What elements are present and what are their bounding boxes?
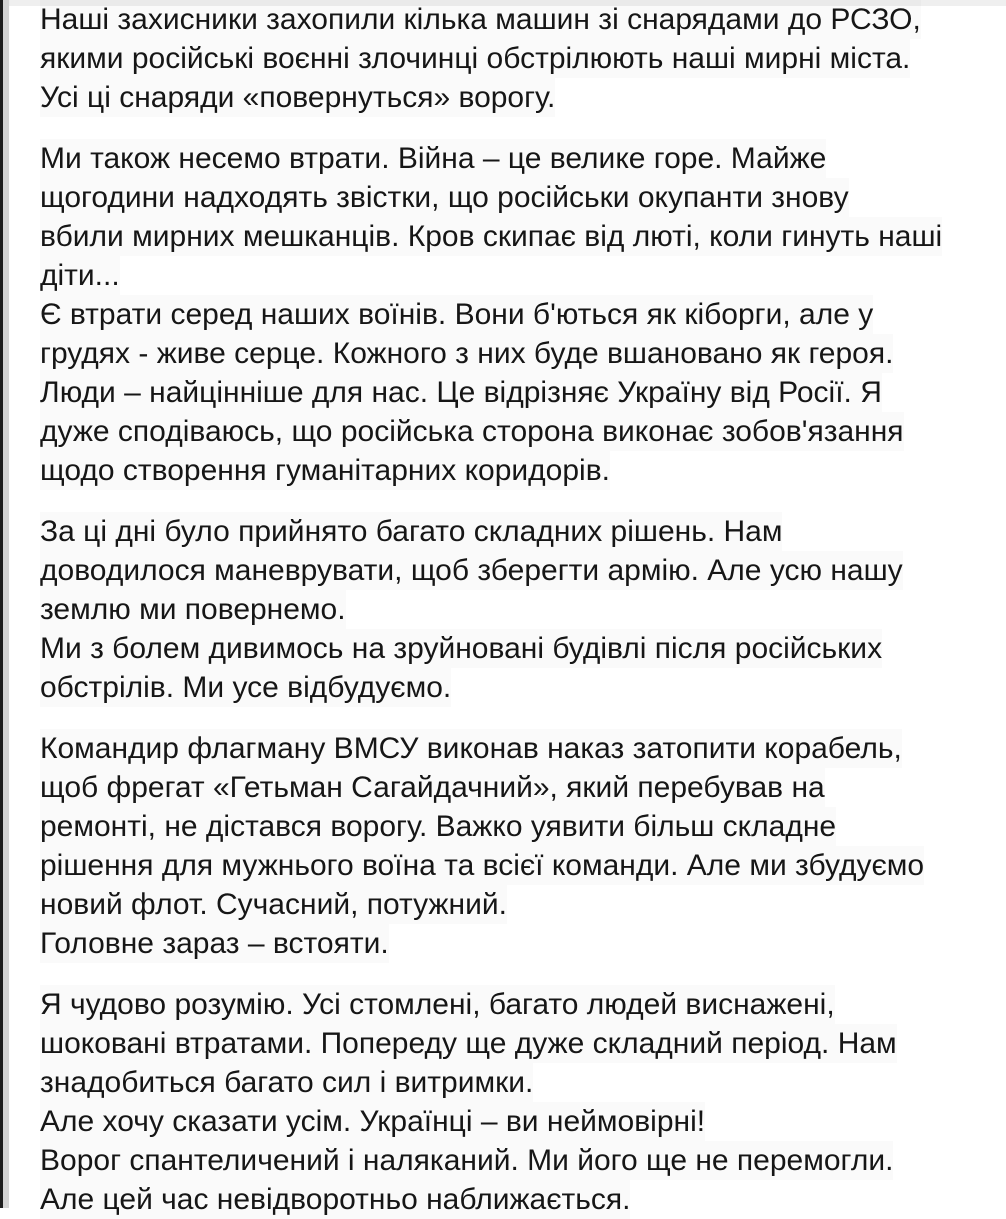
text-line: Ворог спантеличений і наляканий. Ми його ще не перемогли.: [40, 1144, 894, 1177]
text-line: доводилося маневрувати, щоб зберегти армію. Але усю нашу: [40, 554, 903, 587]
left-edge-bar: [0, 0, 3, 1208]
text-line: шоковані втратами. Попереду ще дуже складний період. Нам: [40, 1027, 897, 1060]
text-line: Усі ці снаряди «повернуться» ворогу.: [40, 81, 556, 114]
text-line: Ми з болем дивимось на зруйновані будівлі після російських: [40, 632, 883, 665]
text-line: якими російські воєнні злочинці обстрілюють наші мирні міста.: [40, 42, 911, 75]
text-line: діти...: [40, 259, 120, 292]
paragraph: [40, 0, 1000, 117]
text-line: вбили мирних мешканців. Кров скипає від люті, коли гинуть наші: [40, 220, 943, 253]
text-line: Командир флагману ВМСУ виконав наказ затопити корабель,: [40, 732, 902, 765]
paragraph: [40, 729, 1000, 963]
text-line: щодо створення гуманітарних коридорів.: [40, 454, 610, 487]
text-line: Але цей час невідворотньо наближається.: [40, 1183, 631, 1216]
text-line: знадобиться багато сил і витримки.: [40, 1066, 534, 1099]
text-line: новий флот. Сучасний, потужний.: [40, 888, 507, 921]
text-line: обстрілів. Ми усе відбудуємо.: [40, 671, 452, 704]
text-line: Ми також несемо втрати. Війна – це велике горе. Майже: [40, 142, 827, 175]
text-line: Наші захисники захопили кілька машин зі снарядами до РСЗО,: [40, 3, 921, 36]
text-line: Люди – найцінніше для нас. Це відрізняє Україну від Росії. Я: [40, 376, 882, 409]
text-line: За ці дні було прийнято багато складних рішень. Нам: [40, 515, 783, 548]
text-line: Головне зараз – встояти.: [40, 927, 389, 960]
paragraph: [40, 139, 1000, 490]
text-line: щогодини надходять звістки, що російськи окупанти знову: [40, 181, 849, 214]
text-line: грудях - живе серце. Кожного з них буде вшановано як героя.: [40, 337, 894, 370]
text-line: Я чудово розумію. Усі стомлені, багато людей виснажені,: [40, 988, 835, 1021]
text-line: землю ми повернемо.: [40, 593, 346, 626]
text-line: Є втрати серед наших воїнів. Вони б'ються як кіборги, але у: [40, 298, 874, 331]
text-line: ремонті, не дістався ворогу. Важко уявити більш складне: [40, 810, 837, 843]
paragraph: [40, 985, 1000, 1219]
post-text: [40, 0, 1000, 1219]
paragraph: [40, 512, 1000, 707]
text-line: дуже сподіваюсь, що російська сторона виконає зобов'язання: [40, 415, 904, 448]
text-line: рішення для мужнього воїна та всієї команди. Але ми збудуємо: [40, 849, 925, 882]
text-line: Але хочу сказати усім. Українці – ви неймовірні!: [40, 1105, 706, 1138]
text-line: щоб фрегат «Гетьман Сагайдачний», який перебував на: [40, 771, 825, 804]
left-edge-strip: [3, 0, 9, 1208]
